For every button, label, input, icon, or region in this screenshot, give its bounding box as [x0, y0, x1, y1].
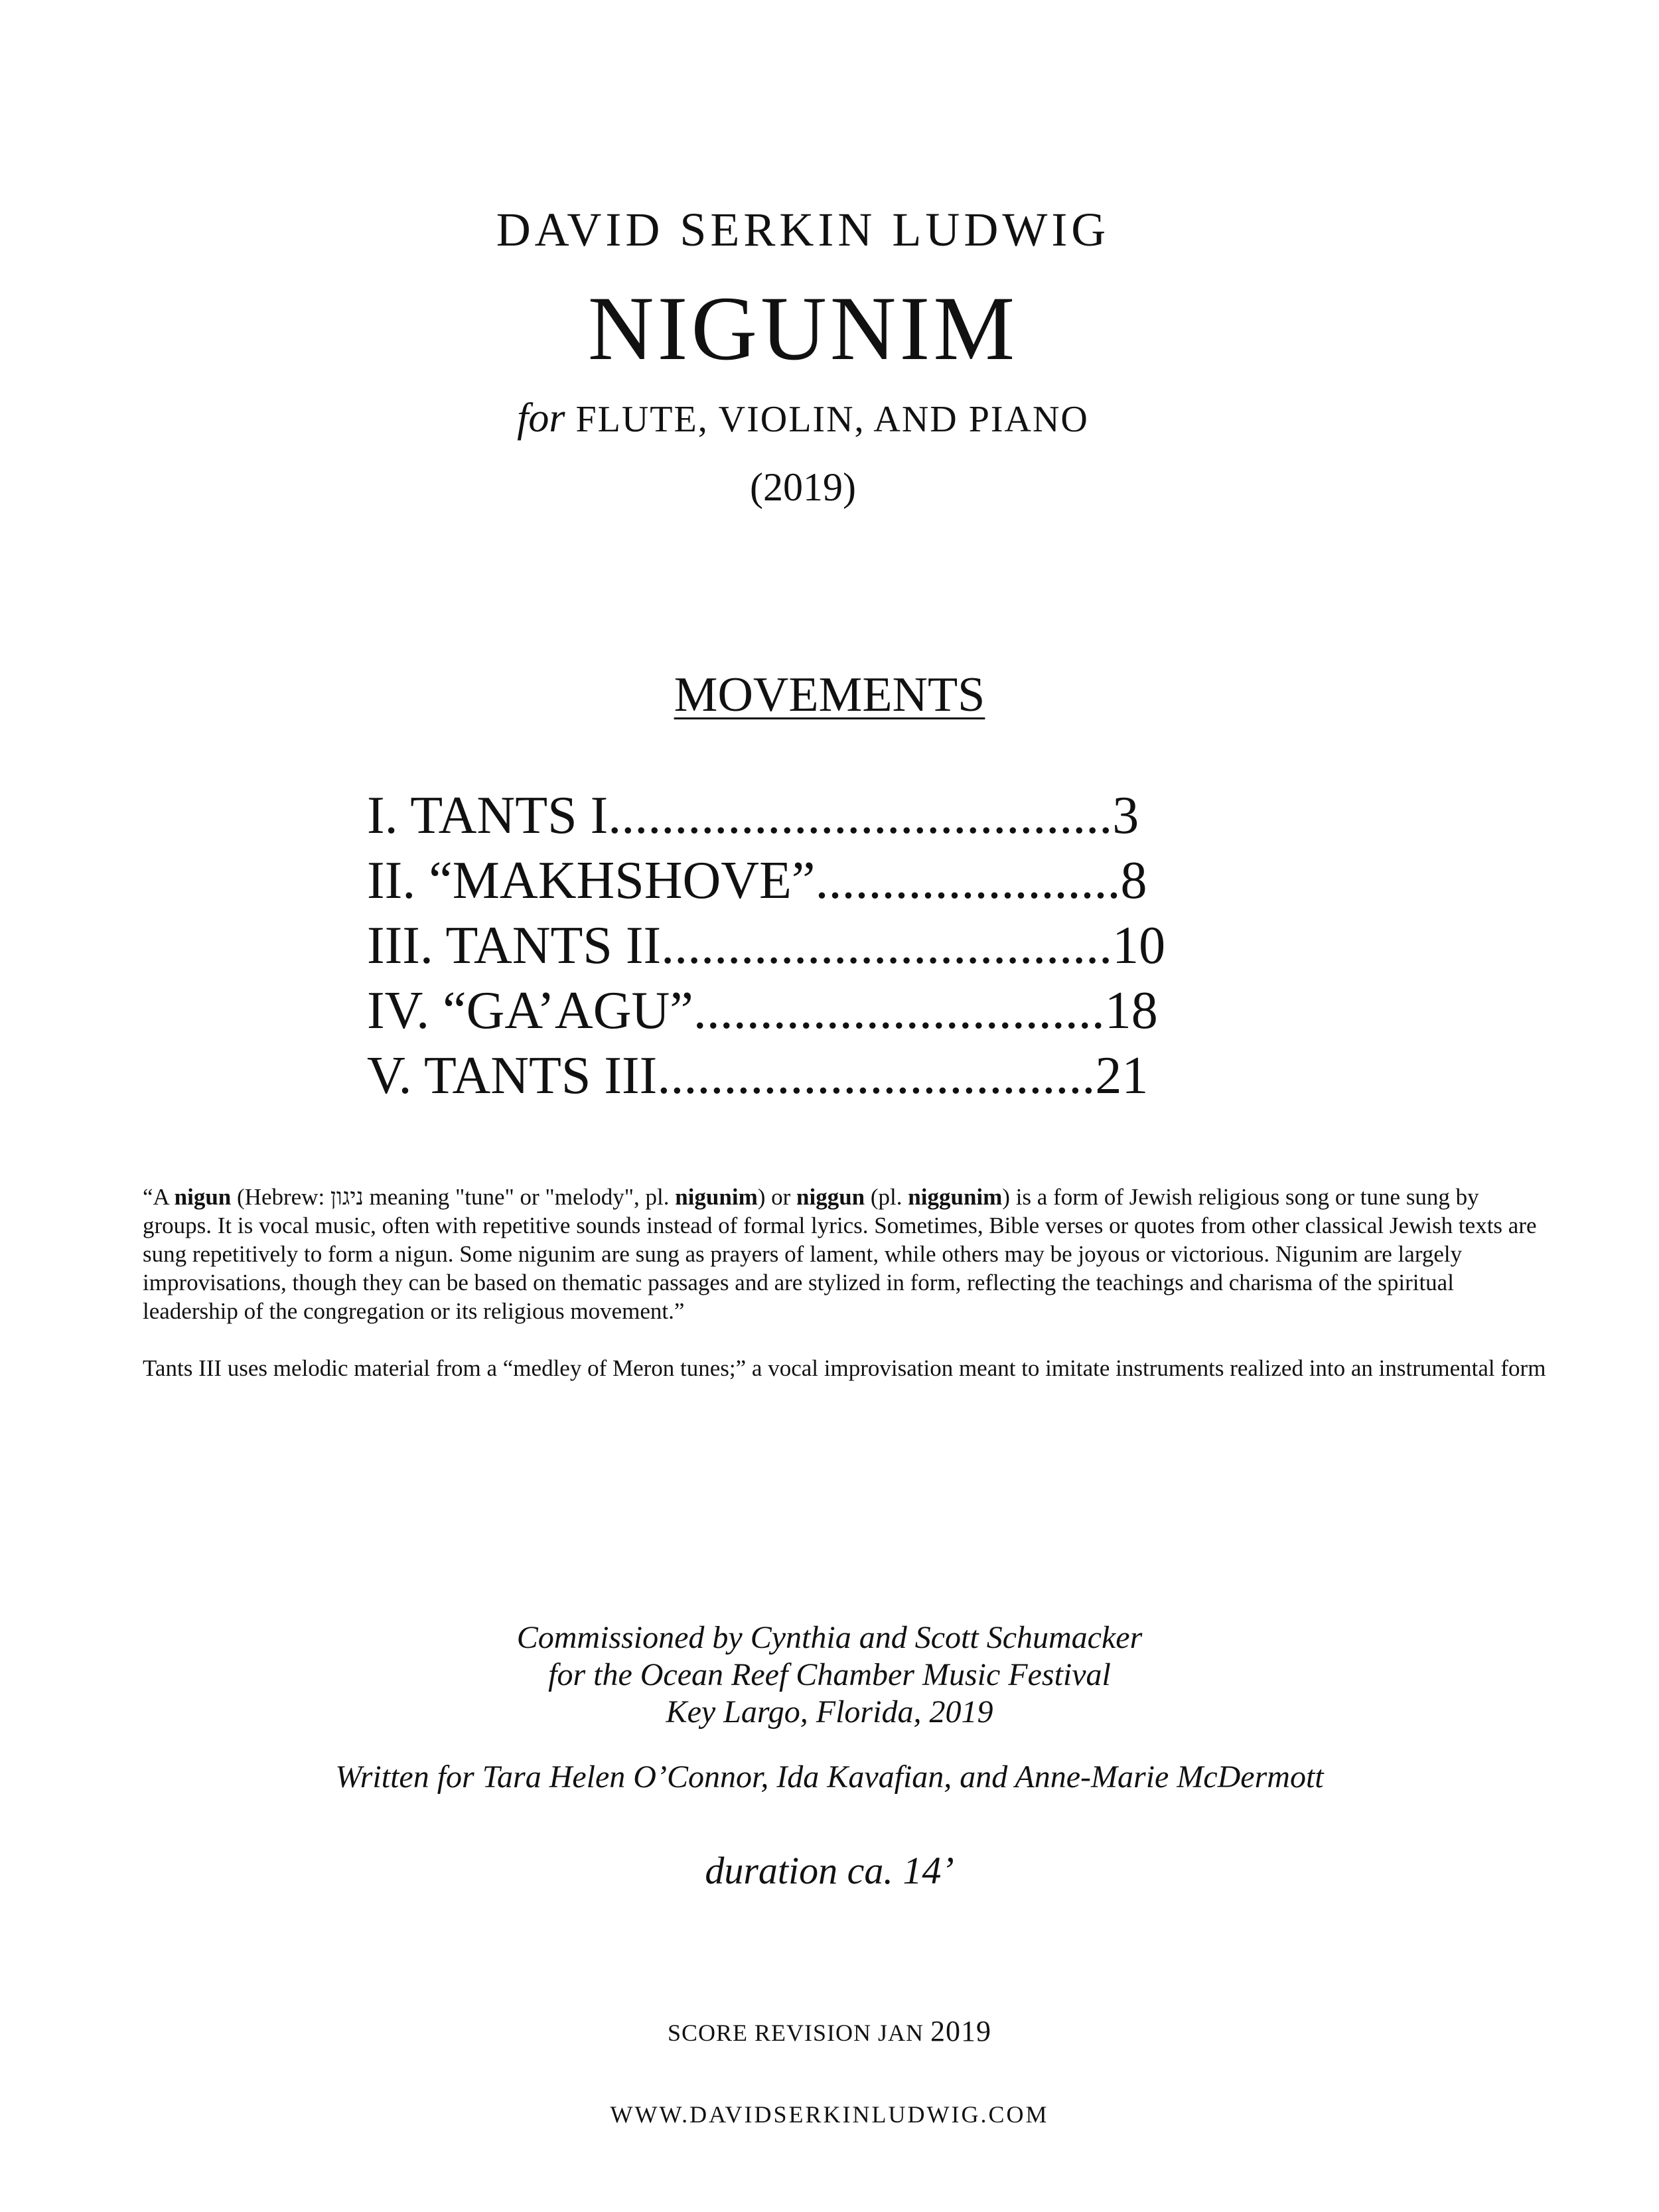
term-niggun: niggun	[796, 1184, 865, 1210]
movement-item	[367, 1043, 1165, 1108]
revision-label: SCORE REVISION JAN	[667, 2020, 924, 2046]
definition-text: (Hebrew: ניגון meaning "tune" or "melody", pl.	[231, 1184, 676, 1210]
instrumentation-for: for	[517, 396, 565, 441]
movement-leader: ...............................	[693, 982, 1105, 1040]
definition-text: (pl.	[865, 1184, 908, 1210]
commission-line: Key Largo, Florida, 2019	[666, 1694, 993, 1730]
movement-item	[367, 913, 1165, 978]
score-revision	[0, 2014, 1659, 2048]
tants-iii-note: Tants III uses melodic material from a “medley of Meron tunes;” a vocal improvisation meant to imitate instruments realized into an instrumental form	[143, 1355, 1546, 1381]
instrumentation	[0, 395, 1606, 442]
movement-page: 3	[1112, 786, 1139, 845]
composer-name: DAVID SERKIN LUDWIG	[496, 203, 1110, 256]
work-title: NIGUNIM	[587, 277, 1019, 379]
movement-label: IV. “GA’AGU”	[367, 982, 693, 1040]
movement-page: 18	[1104, 982, 1158, 1040]
instrumentation-instruments: FLUTE, VIOLIN, AND PIANO	[575, 399, 1089, 440]
term-nigun: nigun	[174, 1184, 232, 1210]
commission-credit	[0, 1619, 1659, 1731]
revision-year: 2019	[930, 2015, 992, 2047]
definition-text: “A	[143, 1184, 175, 1210]
website-link[interactable]: WWW.DAVIDSERKINLUDWIG.COM	[610, 2101, 1049, 2128]
movement-item	[367, 848, 1165, 913]
movement-label: II. “MAKHSHOVE”	[367, 851, 816, 910]
written-for: Written for Tara Helen O’Connor, Ida Kavafian, and Anne-Marie McDermott	[335, 1759, 1324, 1795]
term-niggunim: niggunim	[908, 1184, 1003, 1210]
movement-page: 8	[1120, 851, 1147, 910]
nigun-definition	[143, 1183, 1550, 1325]
movement-item	[367, 783, 1165, 848]
definition-text: ) or	[757, 1184, 797, 1210]
term-nigunim: nigunim	[675, 1184, 758, 1210]
movement-label: V. TANTS III	[367, 1047, 658, 1105]
movements-list	[367, 783, 1165, 1108]
definition-text: ) is a form of Jewish religious song or tune sung by groups. It is vocal music, often with repetitive sounds instead of formal lyrics. Sometimes, Bible verses or quotes from other classical Jewish texts are sung repetitively to form a nigun. Some nigunim are sung as prayers of lament, while others may be joyous or victorious. Nigunim are largely improvisations, though they can be based on thematic passages and are stylized in form, reflecting the teachings and charisma of the spiritual leadership of the congregation or its religious movement.”	[143, 1184, 1537, 1324]
movement-label: I. TANTS I	[367, 786, 609, 845]
movement-item	[367, 978, 1165, 1043]
movement-leader: ......................................	[608, 786, 1113, 845]
movement-leader: .......................	[815, 851, 1121, 910]
commission-line: for the Ocean Reef Chamber Music Festival	[548, 1657, 1111, 1692]
composition-year: (2019)	[750, 465, 856, 509]
movements-heading: MOVEMENTS	[674, 668, 985, 722]
movement-page: 21	[1095, 1047, 1149, 1105]
movement-leader: ..................................	[661, 917, 1113, 975]
duration: duration ca. 14’	[705, 1849, 954, 1892]
movement-leader: .................................	[657, 1047, 1096, 1105]
commission-line: Commissioned by Cynthia and Scott Schumacker	[516, 1620, 1143, 1655]
movement-page: 10	[1112, 917, 1166, 975]
movement-label: III. TANTS II	[367, 917, 662, 975]
